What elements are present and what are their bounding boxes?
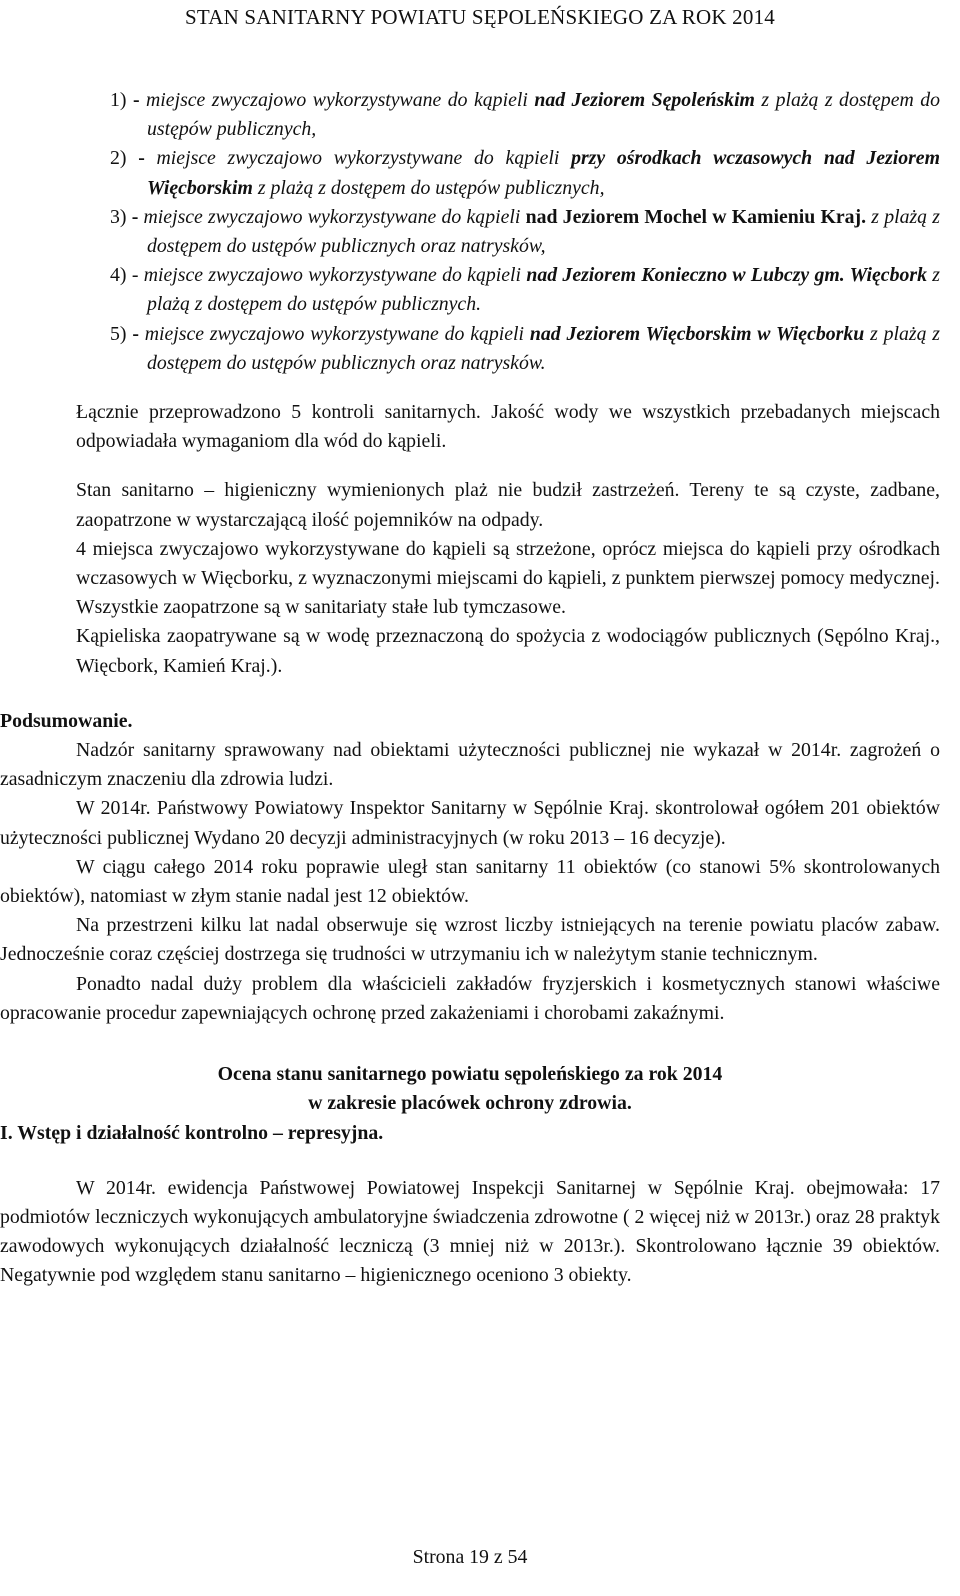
paragraph: Kąpieliska zaopatrywane są w wodę przeznaczoną do spożycia z wodociągów publicznych (Sępólno Kraj., Więcbork, Kamień Kraj.). — [76, 625, 940, 677]
document-body — [0, 86, 948, 1291]
paragraph: Nadzór sanitarny sprawowany nad obiektami użyteczności publicznej nie wykazał w 2014r. zagrożeń o zasadniczym znaczeniu dla zdrowia ludzi. — [0, 739, 940, 791]
list-item: 4) - miejsce zwyczajowo wykorzystywane do kąpieli nad Jeziorem Konieczno w Lubczy gm. Więcbork z plażą z dostępem do ustępów publicznych. — [110, 264, 940, 316]
list-item: 1) - miejsce zwyczajowo wykorzystywane do kąpieli nad Jeziorem Sępoleńskim z plażą z dostępem do ustępów publicznych, — [110, 89, 941, 141]
paragraph: W 2014r. ewidencja Państwowej Powiatowej Inspekcji Sanitarnej w Sępólnie Kraj. obejmowała: 17 podmiotów leczniczych wykonujących ambulatoryjne świadczenia zdrowotne ( 2 więcej niż w 2013r.) oraz 28 praktyk zawodowych wykonujących działalność leczniczą (3 mniej niż w 2013r.). Skontrolowano łącznie 39 obiektów. Negatywnie pod względem stanu sanitarno – higienicznego oceniono 3 obiekty. — [0, 1176, 940, 1287]
bathing-summary — [76, 398, 940, 681]
paragraph: Łącznie przeprowadzono 5 kontroli sanitarnych. Jakość wody we wszystkich przebadanych miejscach odpowiadała wymaganiom dla wód do kąpieli. — [76, 401, 940, 453]
section-title: w zakresie placówek ochrony zdrowia. — [308, 1092, 632, 1115]
section-title: Ocena stanu sanitarnego powiatu sępoleńskiego za rok 2014 — [217, 1063, 723, 1086]
paragraph: Na przestrzeni kilku lat nadal obserwuje się wzrost liczby istniejących na terenie powiatu placów zabaw. Jednocześnie coraz częściej dostrzega się trudności w utrzymaniu ich w należytym stanie technicznym. — [0, 914, 940, 966]
paragraph: Ponadto nadal duży problem dla właścicieli zakładów fryzjerskich i kosmetycznych stanowi właściwe opracowanie procedur zapewniających ochronę przed zakażeniami i chorobami zakaźnymi. — [0, 972, 940, 1024]
health-section — [0, 1060, 940, 1290]
list-item: 3) - miejsce zwyczajowo wykorzystywane do kąpieli nad Jeziorem Mochel w Kamieniu Kraj. z plażą z dostępem do ustępów publicznych oraz natrysków, — [110, 205, 940, 258]
page-number: Strona 19 z 54 — [412, 1546, 528, 1568]
section-subheading: I. Wstęp i działalność kontrolno – represyjna. — [0, 1121, 384, 1144]
page-header: STAN SANITARNY POWIATU SĘPOLEŃSKIEGO ZA ROK 2014 — [185, 5, 775, 29]
list-item: 5) - miejsce zwyczajowo wykorzystywane do kąpieli nad Jeziorem Więcborskim w Więcborku z plażą z dostępem do ustępów publicznych oraz natrysków. — [110, 322, 940, 374]
paragraph: 4 miejsca zwyczajowo wykorzystywane do kąpieli są strzeżone, oprócz miejsca do kąpieli przy ośrodkach wczasowych w Więcborku, z wyznaczonymi miejscami do kąpieli, z punktem pierwszej pomocy medycznej. Wszystkie zaopatrzone są w sanitariaty stałe lub tymczasowe. — [76, 537, 940, 619]
summary-section — [0, 707, 940, 1028]
summary-heading: Podsumowanie. — [0, 709, 133, 732]
paragraph: Stan sanitarno – higieniczny wymienionych plaż nie budził zastrzeżeń. Tereny te są czyste, zadbane, zaopatrzone w wystarczającą ilość pojemników na odpady. — [76, 479, 940, 531]
paragraph: W ciągu całego 2014 roku poprawie uległ stan sanitarny 11 obiektów (co stanowi 5% skontrolowanych obiektów), natomiast w złym stanie nadal jest 12 obiektów. — [0, 855, 940, 908]
paragraph: W 2014r. Państwowy Powiatowy Inspektor Sanitarny w Sępólnie Kraj. skontrolował ogółem 201 obiektów użyteczności publicznej Wydano 20 decyzji administracyjnych (w roku 2013 – 16 decyzje). — [0, 797, 940, 849]
list-item: 2) - miejsce zwyczajowo wykorzystywane do kąpieli przy ośrodkach wczasowych nad Jeziorem Więcborskim z plażą z dostępem do ustępów publicznych, — [110, 147, 940, 199]
bathing-sites-list — [110, 86, 940, 378]
